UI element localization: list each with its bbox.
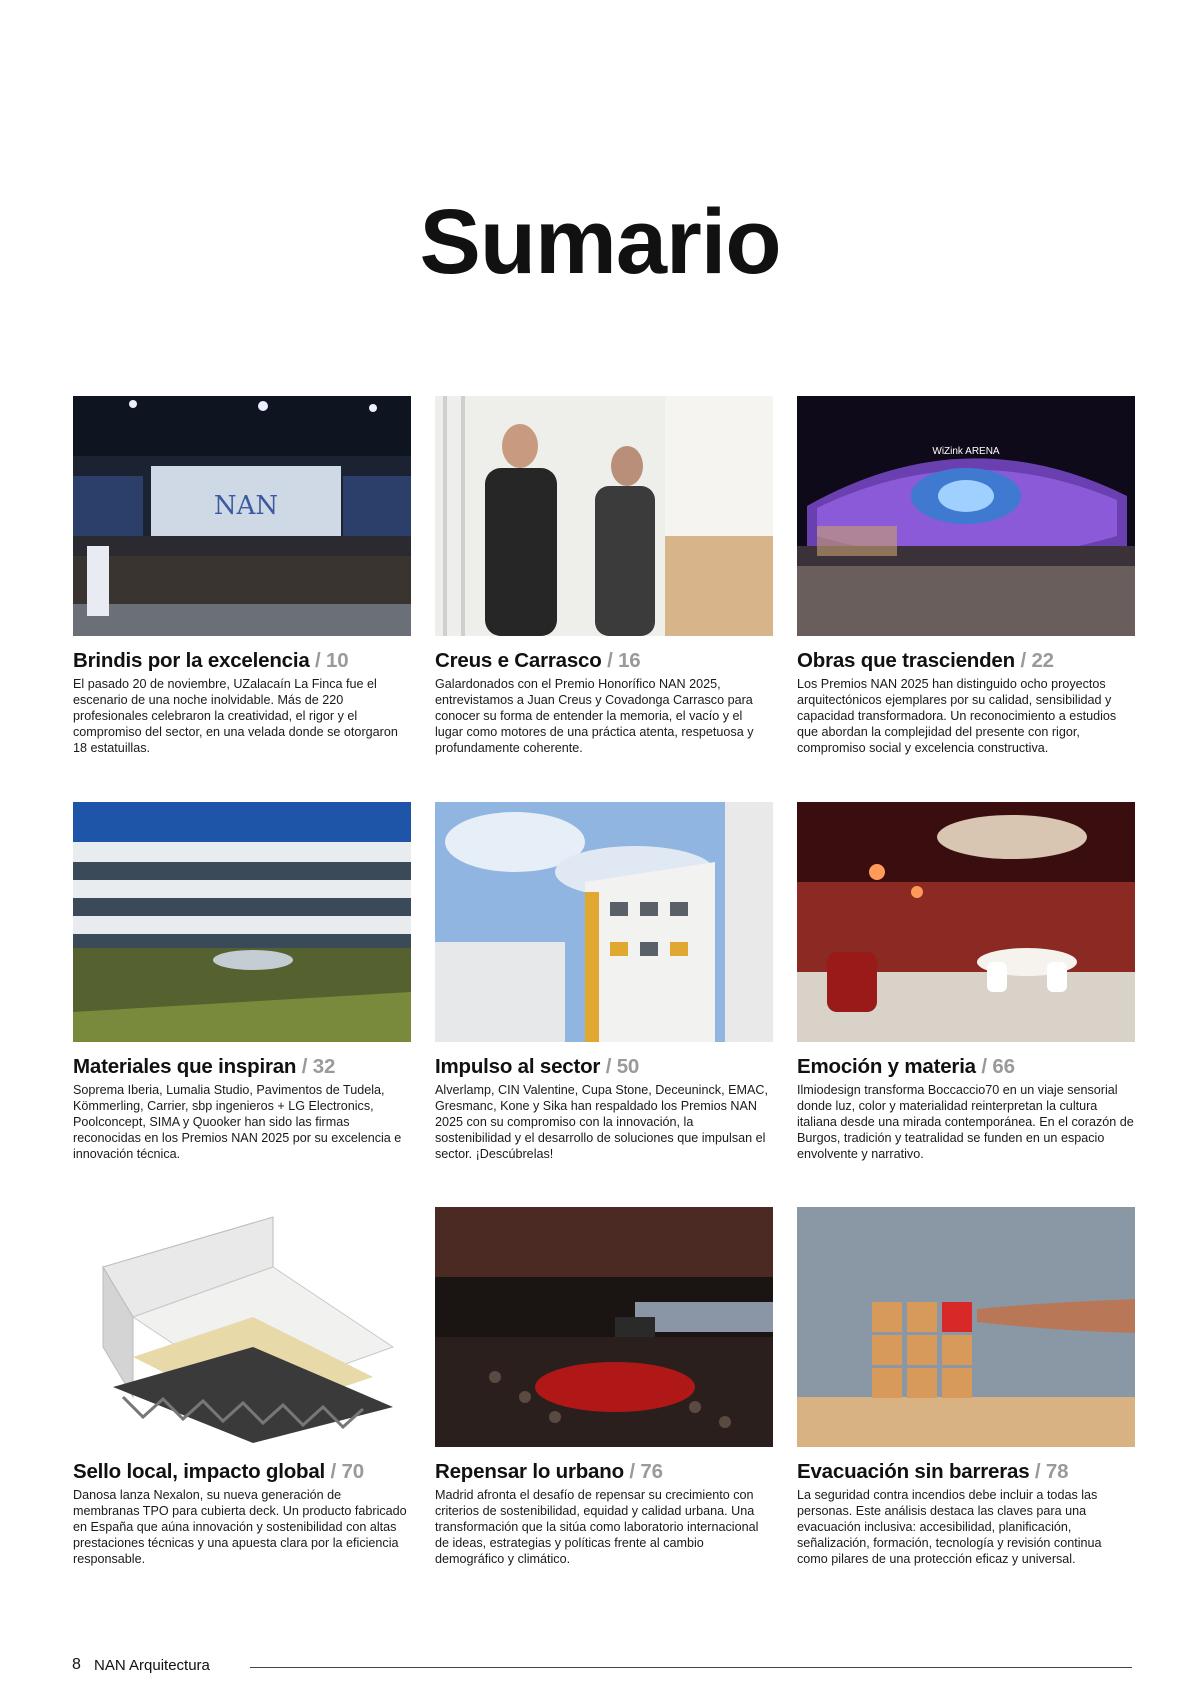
green-roof-building-photo [73, 802, 411, 1042]
section-title: Obras que trascienden / 22 [797, 649, 1054, 672]
section-title: Emoción y materia / 66 [797, 1055, 1015, 1078]
section-title: Sello local, impacto global / 70 [73, 1460, 364, 1483]
residential-building-photo [435, 802, 773, 1042]
section-page-ref: / 16 [607, 649, 641, 672]
section-title: Materiales que inspiran / 32 [73, 1055, 336, 1078]
svg-text:NAN: NAN [213, 491, 279, 521]
section-summary: Danosa lanza Nexalon, su nueva generación de membranas TPO para cubierta deck. Un producto fabricado en España que aúna innovación y sostenibilidad con altas prestaciones técnicas y una apuesta clara por la eficiencia responsable. [73, 1488, 407, 1567]
section-title: Impulso al sector / 50 [435, 1055, 640, 1078]
arena-night-photo [797, 396, 1135, 636]
section-page-ref: / 78 [1034, 1460, 1069, 1483]
section-summary: Alverlamp, CIN Valentine, Cupa Stone, Deceuninck, EMAC, Gresmanc, Kone y Sika han respaldado los Premios NAN 2025 con su compromiso con la innovación, la sostenibilidad y el desarrollo de soluciones que impulsan el sector. ¡Descúbrelas! [435, 1083, 768, 1162]
section-page-ref: / 32 [301, 1055, 336, 1078]
page-title: Sumario [419, 191, 781, 293]
section-summary: La seguridad contra incendios debe incluir a todas las personas. Este análisis destaca las claves para una evacuación inclusiva: accesibilidad, planificación, señalización, formación, tecnología y revisión continua como pilares de una protección eficaz y universal. [797, 1488, 1102, 1567]
section-card[interactable] [797, 802, 1135, 1162]
section-summary: Ilmiodesign transforma Boccaccio70 en un viaje sensorial donde luz, color y materialidad reinterpretan la cultura italiana desde una mirada contemporánea. En el corazón de Burgos, tradición y teatralidad se funden en un espacio envolvente y narrativo. [797, 1083, 1134, 1162]
section-card[interactable] [435, 802, 773, 1162]
section-page-ref: / 70 [330, 1460, 364, 1483]
section-card[interactable] [797, 1207, 1135, 1567]
section-page-ref: / 10 [315, 649, 349, 672]
footer-publication-name: NAN Arquitectura [94, 1657, 210, 1674]
section-summary: Galardonados con el Premio Honorífico NAN 2025, entrevistamos a Juan Creus y Covadonga Carrasco para conocer su forma de entender la memoria, el vacío y el lugar como motores de una práctica atenta, respetuosa y profundamente coherente. [435, 677, 754, 756]
awards-gala-photo [73, 396, 411, 636]
section-title: Repensar lo urbano / 76 [435, 1460, 663, 1483]
restaurant-interior-photo [797, 802, 1135, 1042]
safety-icon-blocks-photo [797, 1207, 1135, 1447]
section-card[interactable] [797, 396, 1135, 756]
section-card[interactable] [435, 1207, 773, 1567]
footer-page-number: 8 [72, 1656, 81, 1673]
section-summary: El pasado 20 de noviembre, UZalacaín La Finca fue el escenario de una noche inolvidable. Más de 220 profesionales celebraron la creatividad, el rigor y el compromiso del sector, en una velada donde se otorgaron 18 estatuillas. [73, 677, 398, 756]
section-card[interactable] [73, 802, 411, 1162]
section-card[interactable] [73, 396, 411, 756]
section-summary: Soprema Iberia, Lumalia Studio, Pavimentos de Tudela, Kömmerling, Carrier, sbp ingenieros + LG Electronics, Poolconcept, SIMA y Quooker han sido las firmas reconocidas en los Premios NAN 2025 por su excelencia e innovación técnica. [73, 1083, 402, 1162]
section-card[interactable] [435, 396, 773, 756]
section-card[interactable] [73, 1207, 411, 1567]
svg-text:WiZink ARENA: WiZink ARENA [932, 446, 1000, 457]
section-page-ref: / 66 [981, 1055, 1015, 1078]
roof-membrane-section-render [73, 1207, 411, 1447]
urban-forum-photo [435, 1207, 773, 1447]
section-title: Evacuación sin barreras / 78 [797, 1460, 1069, 1483]
section-title: Creus e Carrasco / 16 [435, 649, 641, 672]
section-summary: Los Premios NAN 2025 han distinguido ocho proyectos arquitectónicos ejemplares por su calidad, sensibilidad y capacidad transformadora. Un reconocimiento a estudios que abordan la complejidad del presente con rigor, compromiso social y excelencia constructiva. [797, 677, 1117, 756]
section-title: Brindis por la excelencia / 10 [73, 649, 349, 672]
section-page-ref: / 22 [1020, 649, 1054, 672]
section-page-ref: / 76 [629, 1460, 663, 1483]
footer-divider [250, 1667, 1132, 1668]
section-summary: Madrid afronta el desafío de repensar su crecimiento con criterios de sostenibilidad, equidad y calidad urbana. Una transformación que la sitúa como laboratorio internacional de ideas, estrategias y políticas frente al cambio demográfico y climático. [435, 1488, 759, 1567]
page-footer [72, 1656, 1132, 1680]
interview-portrait-photo [435, 396, 773, 636]
section-page-ref: / 50 [605, 1055, 640, 1078]
